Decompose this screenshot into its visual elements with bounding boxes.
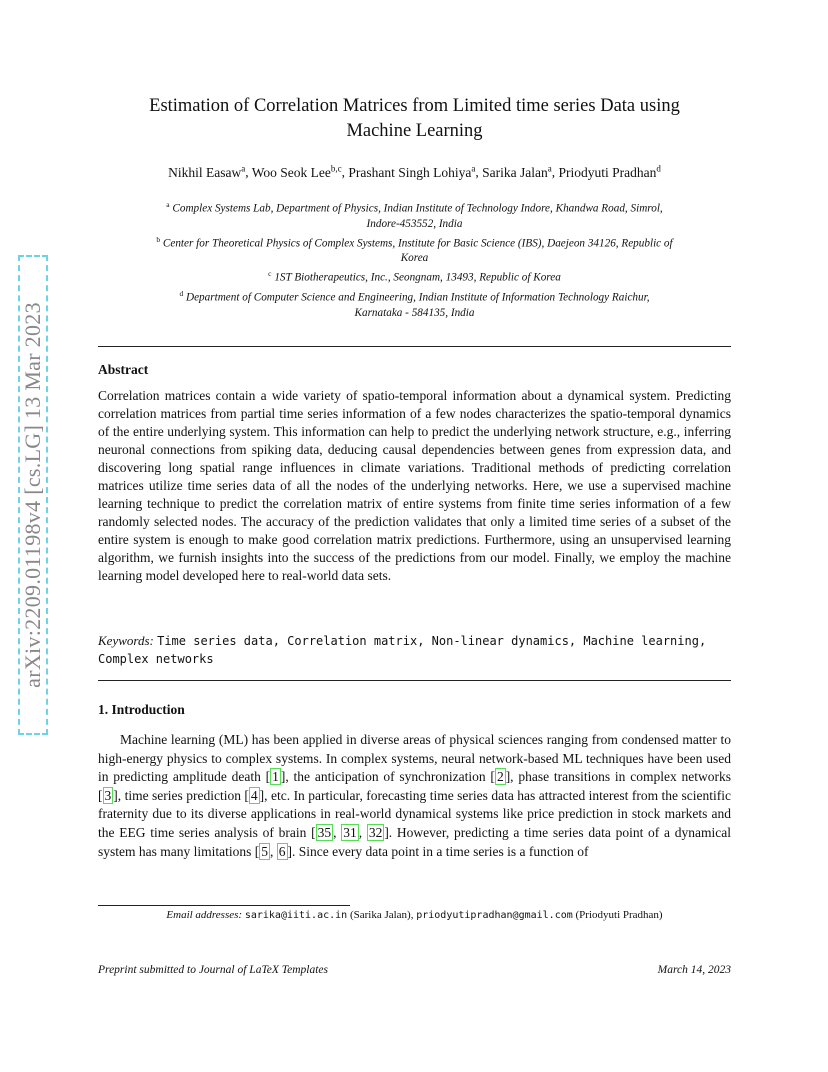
affiliation: $^d$ Department of Computer Science and Engineering, Indian Institute of Information Technology Raichur, bbox=[179, 289, 650, 304]
affiliation: $^b$ Center for Theoretical Physics of Complex Systems, Institute for Basic Science (IBS), Daejeon 34126, Republic of bbox=[156, 234, 673, 250]
author: Sarika Jalan$^a$ bbox=[482, 163, 552, 180]
author: Priodyuti Pradhan$^d$ bbox=[558, 163, 661, 180]
footnote-rule bbox=[98, 905, 350, 906]
intro-paragraph: Machine learning (ML) has been applied in diverse areas of physical sciences ranging from condensed matter to high-energy physics to complex systems. In complex systems, neural network-based ML techniques have been used in predicting amplitude death [ 1 ], the anticipation of synchronization [ 2 ], phase transitions in complex networks [ 3 ], time series prediction [ 4 ], etc. In particular, forecasting time series data has attracted interest from the scientific fraternity due to its diverse applications in real-world dynamical systems like price prediction in stock markets and the EEG time series analysis of brain [ 35 , 31 , 32 ]. However, predicting a time series data point of a dynamical system has many limitations [ 5 , 6 ]. Since every data point in a time series is a function of bbox=[98, 732, 731, 859]
keywords-label: Keywords: bbox=[98, 633, 154, 648]
affiliation: $^a$ Complex Systems Lab, Department of Physics, Indian Institute of Technology Indore, Khandwa Road, Simrol, bbox=[166, 200, 663, 215]
citation-link[interactable]: 35 bbox=[317, 824, 332, 840]
abstract-text: Correlation matrices contain a wide variety of spatio-temporal information about a dynamical system. Predicting correlation matrices from partial time series information of a few nodes characterizes the spatio-temporal dynamics of the entire underlying system. This information can help to predict the underlying network structure, e.g., inferring neuronal connections from spiking data, deducing causal dependencies between genes from expression data, and discovering long spatial range influences in climate variations. Traditional methods of predicting correlation matrices utilize time series data of all the nodes of the underlying networks. Here, we use a supervised machine learning technique to predict the correlation matrix of entire systems from finite time series information of a few randomly selected nodes. The accuracy of the prediction validates that only a limited time series of a subset of the entire system is enough to make good correlation matrix predictions. Furthermore, using an unsupervised learning algorithm, we furnish insights into the success of the predictions from our model. Finally, we employ the machine learning model developed here to real-world data sets. bbox=[98, 388, 731, 583]
author: Woo Seok Lee$^{b,c}$ bbox=[251, 163, 342, 180]
email-link[interactable]: sarika@iiti.ac.in bbox=[244, 910, 348, 921]
abstract-heading: Abstract bbox=[98, 362, 149, 377]
email-link[interactable]: priodyutipradhan@gmail.com bbox=[416, 910, 573, 921]
citation-link[interactable]: 5 bbox=[261, 843, 268, 859]
author: Prashant Singh Lohiya$^a$ bbox=[348, 163, 476, 180]
citation-link[interactable]: 32 bbox=[368, 824, 383, 840]
arxiv-stamp bbox=[18, 255, 48, 735]
citation-link[interactable]: 6 bbox=[278, 843, 286, 859]
citation-link[interactable]: 3 bbox=[104, 787, 112, 803]
paper-title: Estimation of Correlation Matrices from Limited time series Data using Machine Learning bbox=[149, 96, 680, 141]
citation-link[interactable]: 2 bbox=[496, 769, 504, 785]
citation-link[interactable]: 4 bbox=[250, 787, 258, 803]
date: March 14, 2023 bbox=[657, 964, 731, 976]
citation-link[interactable]: 1 bbox=[272, 769, 279, 785]
section-heading: 1. Introduction bbox=[98, 702, 185, 717]
author-list: Nikhil Easaw$^a$, Woo Seok Lee$^{b,c}$, Prashant Singh Lohiya$^a$, Sarika Jalan$^a$, Priodyuti Pradhan$^d$ bbox=[168, 163, 661, 180]
footnote: Email addresses: sarika@iiti.ac.in (Sarika Jalan), priodyutipradhan@gmail.com (Priodyuti Pradhan) bbox=[166, 909, 663, 921]
keywords-list: Time series data, Correlation matrix, Non-linear dynamics, Machine learning, Complex networks bbox=[98, 634, 707, 666]
preprint-note: Preprint submitted to Journal of LaTeX Templates bbox=[98, 964, 329, 976]
divider bbox=[98, 346, 731, 347]
citation-link[interactable]: 31 bbox=[343, 824, 357, 840]
affiliation: $^c$ 1ST Biotherapeutics, Inc., Seongnam, 13493, Republic of Korea bbox=[268, 269, 561, 285]
arxiv-id: arXiv:2209.01198v4 [cs.LG] 13 Mar 2023 bbox=[20, 302, 45, 688]
affiliations: $^a$ Complex Systems Lab, Department of Physics, Indian Institute of Technology Indore, Khandwa Road, Simrol, Indore-453552, India $^b$ Center for Theoretical Physics of Complex Systems, Institute for Basic Science (IBS), Daejeon 34126, Republic of Korea $^c$ 1ST Biotherapeutics, Inc., Seongnam, 13493, Republic of Korea $^d$ Department of Computer Science and Engineering, Indian Institute of Information Technology Raichur, Karnataka - 584135, India bbox=[98, 197, 731, 321]
author: Nikhil Easaw$^a$ bbox=[168, 163, 246, 180]
keywords bbox=[98, 632, 731, 668]
divider bbox=[98, 680, 731, 681]
